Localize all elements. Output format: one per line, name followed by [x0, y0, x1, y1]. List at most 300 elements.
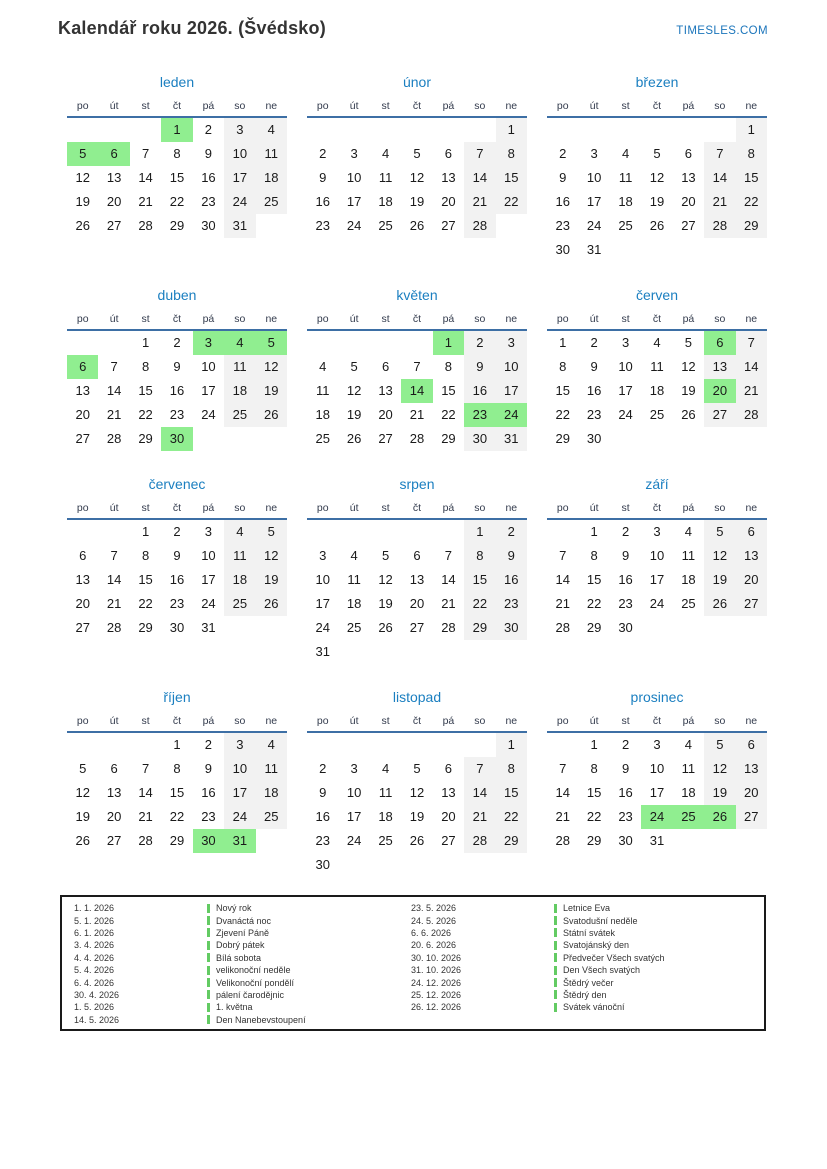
day-cell: 8 — [496, 757, 527, 781]
day-cell: 15 — [169, 170, 185, 185]
weekday-header: út — [589, 313, 599, 325]
day-cell: 11 — [681, 548, 696, 563]
day-cell: 25 — [378, 218, 393, 233]
day-cell: 27 — [681, 218, 696, 233]
day-cell — [256, 214, 287, 238]
day-cell: 14 — [555, 785, 570, 800]
day-cell: 14 — [441, 572, 456, 587]
day-cell — [307, 331, 338, 355]
day-cell: 26 — [704, 805, 735, 829]
day-cell — [736, 238, 767, 262]
day-cell: 23 — [201, 194, 216, 209]
day-cell: 2 — [621, 737, 630, 752]
weekday-header: so — [234, 715, 246, 727]
day-cell: 7 — [141, 146, 150, 161]
day-cell: 27 — [736, 592, 767, 616]
day-cell — [704, 238, 735, 262]
day-cell: 14 — [555, 572, 570, 587]
weekday-header-row — [307, 498, 527, 520]
weekday-header-row — [67, 309, 287, 331]
day-cell: 4 — [653, 335, 661, 350]
day-cell: 12 — [75, 785, 90, 800]
holiday-date: 30. 10. 2026 — [411, 952, 462, 963]
day-cell: 2 — [496, 520, 527, 544]
day-cell: 1 — [433, 331, 464, 355]
weekday-header: po — [316, 715, 329, 727]
day-cell: 22 — [586, 596, 602, 611]
weekday-header-row — [67, 498, 287, 520]
day-cell — [401, 520, 432, 544]
weekday-header: ne — [505, 715, 518, 727]
day-cell: 22 — [586, 809, 602, 824]
day-cell: 15 — [441, 383, 456, 398]
day-cell: 15 — [586, 785, 602, 800]
day-cell: 6 — [79, 548, 87, 563]
day-cell: 6 — [736, 520, 767, 544]
day-cell — [130, 733, 161, 757]
weekday-header-row — [547, 498, 767, 520]
month-říjen — [67, 689, 287, 853]
day-cell — [673, 616, 704, 640]
day-cell: 21 — [555, 809, 570, 824]
day-cell: 23 — [315, 833, 330, 848]
day-cell — [464, 733, 495, 757]
weekday-header: út — [109, 502, 119, 514]
weekday-header: pá — [442, 100, 455, 112]
day-cell: 20 — [106, 809, 122, 824]
weekday-header: čt — [652, 100, 662, 112]
day-cell: 20 — [681, 194, 696, 209]
site-link[interactable]: TIMESLES.COM — [676, 25, 768, 37]
weekday-header: út — [589, 100, 599, 112]
holiday-legend — [60, 895, 766, 1031]
day-cell: 9 — [464, 355, 495, 379]
month-květen — [307, 287, 527, 451]
holiday-marker-icon — [554, 978, 557, 987]
day-cell: 16 — [169, 383, 185, 398]
day-cell: 20 — [378, 407, 393, 422]
day-cell — [547, 733, 578, 757]
day-cell: 26 — [378, 620, 393, 635]
day-cell: 19 — [681, 383, 696, 398]
holiday-date: 6. 6. 2026 — [411, 927, 452, 938]
holiday-marker-icon — [207, 928, 210, 937]
day-cell: 26 — [75, 218, 90, 233]
month-days-grid — [67, 331, 287, 451]
day-cell: 1 — [590, 524, 598, 539]
day-cell — [641, 616, 672, 640]
day-cell: 6 — [684, 146, 693, 161]
day-cell: 21 — [464, 190, 495, 214]
day-cell: 30 — [315, 857, 330, 872]
day-cell: 5 — [653, 146, 661, 161]
month-days-grid — [307, 520, 527, 664]
day-cell — [370, 118, 401, 142]
weekday-header: čt — [172, 100, 182, 112]
day-cell — [496, 214, 527, 238]
day-cell: 24 — [618, 407, 633, 422]
day-cell — [704, 427, 735, 451]
weekday-header: út — [109, 715, 119, 727]
day-cell — [433, 853, 464, 877]
day-cell: 18 — [681, 572, 696, 587]
day-cell: 16 — [315, 194, 330, 209]
weekday-header: pá — [442, 715, 455, 727]
holiday-date: 5. 4. 2026 — [74, 965, 115, 976]
holiday-row — [74, 1001, 411, 1013]
month-duben — [67, 287, 287, 451]
day-cell: 6 — [413, 548, 421, 563]
day-cell: 12 — [256, 544, 287, 568]
weekday-header: čt — [412, 313, 422, 325]
day-cell: 28 — [138, 833, 153, 848]
day-cell: 5 — [256, 520, 287, 544]
holiday-name: Den Nanebevstoupení — [216, 1014, 306, 1025]
holiday-row — [411, 952, 665, 964]
day-cell: 11 — [378, 170, 393, 185]
weekday-header: ne — [265, 313, 278, 325]
holiday-marker-icon — [554, 916, 557, 925]
day-cell: 28 — [106, 620, 122, 635]
day-cell: 28 — [441, 620, 456, 635]
month-days-grid — [547, 733, 767, 853]
day-cell: 26 — [256, 403, 287, 427]
weekday-header: pá — [202, 715, 215, 727]
day-cell: 17 — [586, 194, 602, 209]
weekday-header: út — [589, 715, 599, 727]
day-cell: 21 — [138, 809, 153, 824]
day-cell — [401, 118, 432, 142]
month-září — [547, 476, 767, 640]
day-cell: 26 — [409, 833, 425, 848]
day-cell: 6 — [704, 331, 735, 355]
holiday-marker-icon — [554, 904, 557, 913]
day-cell: 28 — [138, 218, 153, 233]
weekday-header: čt — [412, 100, 422, 112]
day-cell: 13 — [409, 572, 425, 587]
day-cell: 20 — [704, 379, 735, 403]
day-cell: 10 — [618, 359, 633, 374]
day-cell: 30 — [201, 218, 216, 233]
day-cell: 4 — [224, 520, 255, 544]
day-cell: 29 — [586, 620, 602, 635]
day-cell: 13 — [75, 572, 90, 587]
day-cell: 6 — [736, 733, 767, 757]
holiday-name: Štědrý den — [563, 989, 607, 1000]
day-cell: 7 — [141, 761, 150, 776]
day-cell: 28 — [555, 833, 570, 848]
day-cell: 20 — [441, 809, 456, 824]
weekday-header: st — [141, 313, 150, 325]
weekday-header: pá — [442, 313, 455, 325]
day-cell: 29 — [441, 431, 456, 446]
day-cell — [67, 331, 98, 355]
month-leden — [67, 74, 287, 238]
month-days-grid — [67, 733, 287, 853]
weekday-header: ne — [745, 502, 758, 514]
day-cell: 13 — [681, 170, 696, 185]
weekday-header: st — [621, 100, 630, 112]
day-cell: 23 — [315, 218, 330, 233]
day-cell: 29 — [138, 620, 153, 635]
day-cell — [610, 427, 641, 451]
day-cell: 23 — [464, 403, 495, 427]
day-cell: 17 — [346, 194, 362, 209]
day-cell — [307, 520, 338, 544]
weekday-header: pá — [682, 715, 695, 727]
day-cell: 18 — [378, 194, 393, 209]
weekday-header: čt — [652, 715, 662, 727]
day-cell: 27 — [441, 833, 456, 848]
day-cell: 27 — [106, 218, 122, 233]
holiday-name: 1. května — [216, 1002, 253, 1013]
month-listopad — [307, 689, 527, 877]
day-cell: 10 — [315, 572, 330, 587]
day-cell: 3 — [350, 761, 358, 776]
day-cell: 19 — [704, 781, 735, 805]
weekday-header: po — [316, 502, 329, 514]
holiday-name: Letnice Eva — [563, 903, 611, 914]
day-cell: 7 — [464, 142, 495, 166]
day-cell: 25 — [649, 407, 665, 422]
day-cell: 13 — [106, 785, 122, 800]
month-title: září — [645, 476, 669, 492]
day-cell: 5 — [350, 359, 358, 374]
day-cell: 9 — [204, 761, 213, 776]
day-cell — [338, 520, 369, 544]
weekday-header: so — [234, 313, 246, 325]
weekday-header-row — [547, 309, 767, 331]
day-cell: 14 — [401, 379, 432, 403]
day-cell: 26 — [75, 833, 90, 848]
day-cell: 23 — [586, 407, 602, 422]
day-cell: 13 — [441, 170, 456, 185]
day-cell: 27 — [736, 805, 767, 829]
weekday-header: po — [556, 100, 569, 112]
day-cell: 8 — [590, 548, 598, 563]
day-cell: 13 — [75, 383, 90, 398]
day-cell: 30 — [555, 242, 570, 257]
day-cell: 1 — [161, 118, 192, 142]
day-cell: 17 — [649, 572, 665, 587]
holiday-marker-icon — [554, 941, 557, 950]
day-cell: 14 — [464, 166, 495, 190]
weekday-header: čt — [652, 313, 662, 325]
day-cell: 18 — [224, 568, 255, 592]
weekday-header: so — [714, 313, 726, 325]
month-title: květen — [396, 287, 438, 303]
day-cell: 10 — [201, 359, 216, 374]
weekday-header: út — [349, 502, 359, 514]
day-cell — [547, 118, 578, 142]
day-cell — [673, 829, 704, 853]
day-cell: 10 — [346, 785, 362, 800]
weekday-header: st — [141, 715, 150, 727]
holiday-marker-icon — [207, 953, 210, 962]
day-cell: 25 — [224, 403, 255, 427]
day-cell: 26 — [681, 407, 696, 422]
day-cell: 5 — [67, 142, 98, 166]
day-cell: 29 — [169, 218, 185, 233]
holiday-row — [411, 989, 665, 1001]
weekday-header: ne — [265, 715, 278, 727]
day-cell: 29 — [496, 829, 527, 853]
holiday-marker-icon — [207, 1003, 210, 1012]
day-cell: 1 — [464, 520, 495, 544]
day-cell: 5 — [381, 548, 390, 563]
day-cell: 9 — [173, 548, 181, 563]
holiday-legend-right-column — [411, 902, 665, 1029]
day-cell: 9 — [204, 146, 213, 161]
month-title: červen — [635, 287, 679, 303]
day-cell: 18 — [378, 809, 393, 824]
month-title: říjen — [163, 689, 191, 705]
day-cell: 3 — [653, 524, 661, 539]
day-cell: 3 — [224, 118, 255, 142]
month-prosinec — [547, 689, 767, 853]
holiday-row — [411, 914, 665, 926]
day-cell: 22 — [138, 407, 153, 422]
weekday-header-row — [307, 711, 527, 733]
day-cell: 16 — [555, 194, 570, 209]
weekday-header: út — [349, 100, 359, 112]
day-cell: 24 — [346, 833, 362, 848]
day-cell: 11 — [224, 355, 255, 379]
day-cell: 6 — [110, 761, 118, 776]
day-cell: 31 — [224, 829, 255, 853]
holiday-date: 23. 5. 2026 — [411, 903, 457, 914]
day-cell: 16 — [169, 572, 185, 587]
day-cell: 17 — [201, 383, 216, 398]
month-days-grid — [67, 520, 287, 640]
weekday-header: ne — [745, 100, 758, 112]
day-cell — [130, 118, 161, 142]
day-cell: 27 — [75, 431, 90, 446]
weekday-header: po — [76, 313, 89, 325]
day-cell — [370, 640, 401, 664]
day-cell — [547, 520, 578, 544]
day-cell: 1 — [141, 335, 150, 350]
month-title: prosinec — [630, 689, 684, 705]
day-cell: 25 — [256, 805, 287, 829]
day-cell: 8 — [173, 146, 181, 161]
day-cell: 28 — [464, 829, 495, 853]
day-cell: 30 — [586, 431, 602, 446]
holiday-name: Den Všech svatých — [563, 965, 641, 976]
day-cell: 12 — [681, 359, 696, 374]
day-cell: 18 — [649, 383, 665, 398]
day-cell: 2 — [590, 335, 598, 350]
weekday-header: pá — [442, 502, 455, 514]
day-cell — [401, 640, 432, 664]
month-title: únor — [402, 74, 432, 90]
holiday-row — [74, 952, 411, 964]
day-cell: 20 — [75, 596, 90, 611]
day-cell: 12 — [409, 785, 425, 800]
weekday-header: po — [76, 100, 89, 112]
day-cell: 4 — [256, 733, 287, 757]
weekday-header: pá — [202, 100, 215, 112]
day-cell: 1 — [173, 737, 181, 752]
day-cell — [673, 118, 704, 142]
holiday-row — [74, 939, 411, 951]
day-cell — [224, 616, 255, 640]
day-cell: 28 — [464, 214, 495, 238]
day-cell — [610, 118, 641, 142]
day-cell: 11 — [618, 170, 633, 185]
weekday-header: ne — [265, 502, 278, 514]
day-cell: 21 — [441, 596, 456, 611]
day-cell — [704, 118, 735, 142]
day-cell: 24 — [224, 190, 255, 214]
day-cell: 13 — [736, 544, 767, 568]
day-cell: 21 — [409, 407, 425, 422]
holiday-name: Zjevení Páně — [216, 927, 270, 938]
month-title: leden — [159, 74, 195, 90]
day-cell — [641, 118, 672, 142]
holiday-name: Svatojánský den — [563, 940, 630, 951]
day-cell: 31 — [201, 620, 216, 635]
day-cell: 14 — [704, 166, 735, 190]
weekday-header: st — [141, 502, 150, 514]
day-cell — [370, 331, 401, 355]
day-cell: 25 — [378, 833, 393, 848]
day-cell: 21 — [736, 379, 767, 403]
holiday-marker-icon — [207, 916, 210, 925]
day-cell: 20 — [409, 596, 425, 611]
day-cell: 27 — [409, 620, 425, 635]
month-title: červenec — [148, 476, 206, 492]
day-cell: 19 — [75, 809, 90, 824]
holiday-name: Nový rok — [216, 903, 252, 914]
day-cell — [256, 427, 287, 451]
day-cell: 5 — [79, 761, 87, 776]
day-cell — [98, 520, 129, 544]
day-cell: 31 — [315, 644, 330, 659]
day-cell: 10 — [586, 170, 602, 185]
day-cell: 11 — [681, 761, 696, 776]
day-cell: 7 — [110, 359, 118, 374]
day-cell: 17 — [346, 809, 362, 824]
day-cell: 22 — [555, 407, 570, 422]
day-cell: 9 — [319, 170, 327, 185]
day-cell: 25 — [346, 620, 362, 635]
day-cell: 19 — [256, 379, 287, 403]
holiday-name: Velikonoční pondělí — [216, 977, 295, 988]
day-cell: 13 — [106, 170, 122, 185]
day-cell: 18 — [256, 166, 287, 190]
holiday-name: Svatodušní neděle — [563, 915, 638, 926]
day-cell: 8 — [141, 359, 150, 374]
day-cell — [496, 853, 527, 877]
day-cell: 29 — [138, 431, 153, 446]
day-cell: 7 — [110, 548, 118, 563]
holiday-date: 30. 4. 2026 — [74, 989, 120, 1000]
day-cell: 24 — [224, 805, 255, 829]
day-cell: 15 — [496, 781, 527, 805]
day-cell: 13 — [736, 757, 767, 781]
day-cell: 11 — [650, 359, 664, 374]
day-cell: 7 — [559, 548, 567, 563]
weekday-header: út — [349, 715, 359, 727]
day-cell: 14 — [106, 572, 122, 587]
day-cell: 28 — [555, 620, 570, 635]
weekday-header: ne — [265, 100, 278, 112]
holiday-row — [411, 902, 665, 914]
day-cell: 31 — [586, 242, 602, 257]
holiday-marker-icon — [207, 904, 210, 913]
day-cell: 31 — [496, 427, 527, 451]
